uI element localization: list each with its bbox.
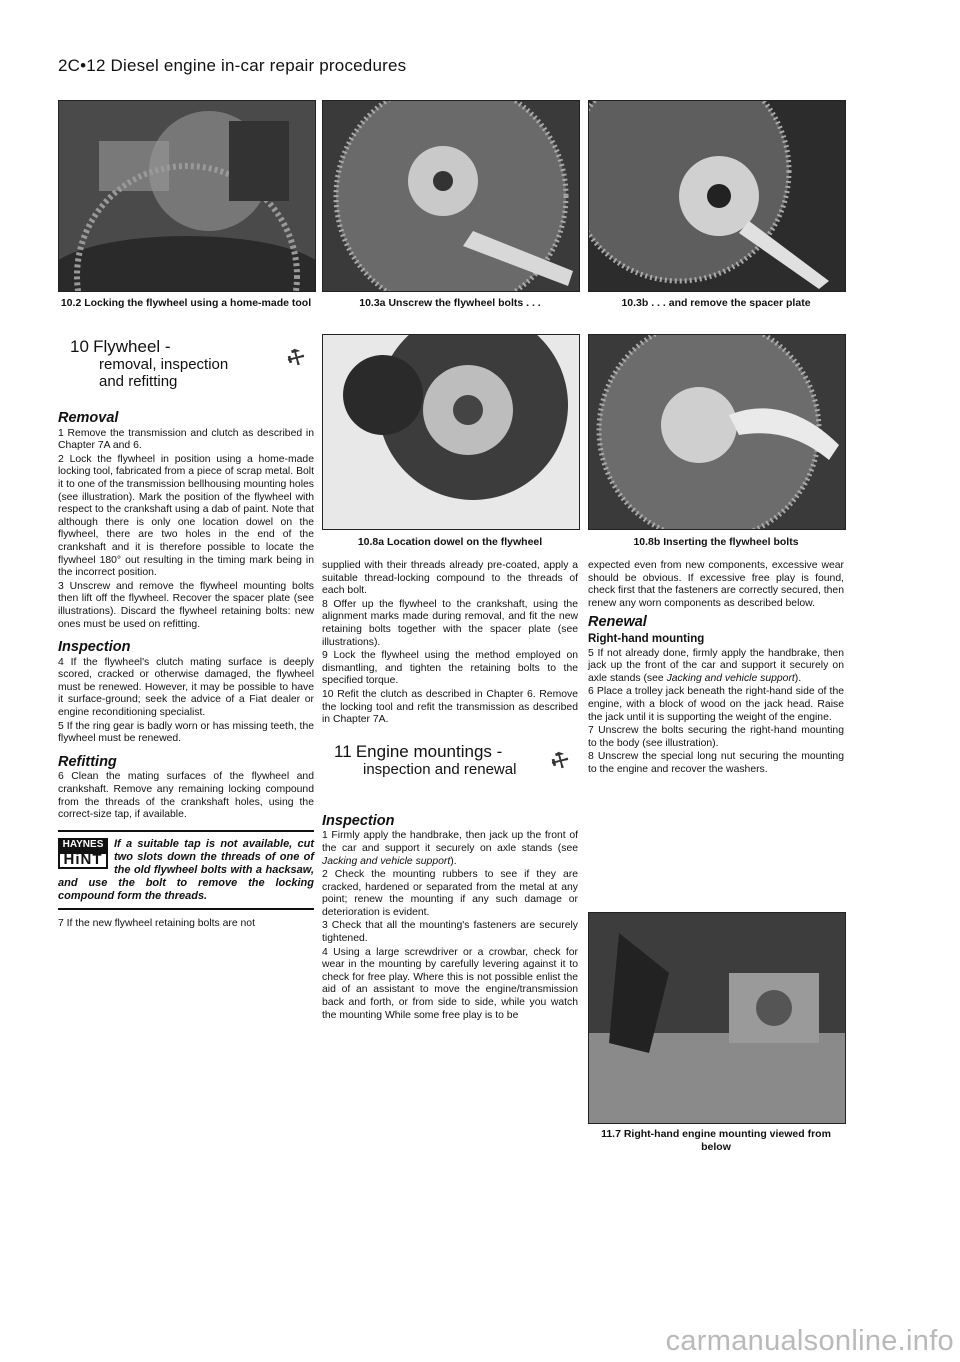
section-10-subtitle-2: and refitting [99, 373, 178, 390]
caption-10-3b: 10.3b . . . and remove the spacer plate [621, 297, 811, 309]
paragraph-11-3: 3 Check that all the mounting's fasteners are securely tightened. [322, 920, 578, 945]
column-2 [322, 560, 578, 1023]
paragraph-11-6: 6 Place a trolley jack beneath the right-hand side of the engine, with a block of wood on the jack head. Raise the jack until it is supporting the weight of the engine. [588, 686, 844, 723]
paragraph-11-5: 5 If not already done, firmly apply the handbrake, then jack up the front of the car and support it securely on axle stands (see Jacking and vehicle support). [588, 647, 844, 684]
caption-11-7: 11.7 Right-hand engine mounting viewed from below [601, 1128, 831, 1153]
paragraph-10-8: 8 Offer up the flywheel to the crankshaft, using the alignment marks made during removal, and fit the new retaining bolts together with the spacer plate (see illustrations). [322, 598, 578, 648]
paragraph-11-8: 8 Unscrew the special long nut securing the mounting to the engine and recover the washers. [588, 751, 844, 775]
spacer-plate-photo [589, 101, 845, 291]
photo-11-7 [588, 912, 846, 1124]
photo-10-3a [322, 100, 580, 292]
engine-mounting-photo [589, 913, 845, 1123]
paragraph-10-6: 6 Clean the mating surfaces of the flywheel and crankshaft. Remove any remaining locking compound from the threads of the crankshaft holes, using the correct-size tap, if available. [58, 771, 314, 821]
section-11-title-text: Engine mountings - [355, 741, 503, 761]
paragraph-10-9: 9 Lock the flywheel using the method employed on dismantling, and tighten the retaining bolts to the specified torque. [322, 650, 578, 687]
difficulty-wrench-icon: ⚒ [282, 344, 311, 372]
paragraph-11-4: 4 Using a large screwdriver or a crowbar, check for wear in the mounting by carefully levering against it to check for free play. Where this is not possible enlist the aid of an assistant to move the engine/transmission back and forth, or from side to side, while you watch the mounting While some free play is to be [322, 946, 578, 1021]
photo-10-8b [588, 334, 846, 530]
page-header: 2C•12 Diesel engine in-car repair procedures [58, 56, 407, 75]
paragraph-11-2: 2 Check the mounting rubbers to see if they are cracked, hardened or separated from the metal at any point; renew the mounting if any such damage or deterioration is evident. [322, 869, 578, 918]
column-3 [588, 560, 844, 778]
photo-10-8a [322, 334, 580, 530]
inspection-11-heading: Inspection [322, 812, 395, 829]
caption-10-8a: 10.8a Location dowel on the flywheel [357, 536, 543, 548]
section-10-number: 10 [70, 337, 89, 356]
photo-10-3b [588, 100, 846, 292]
hint-text: If a suitable tap is not available, cut two slots down the threads of one of the old flywheel bolts with a hacksaw, and use the bolt to remove the locking compound form the threads. [58, 837, 314, 902]
caption-10-3a: 10.3a Unscrew the flywheel bolts . . . [359, 297, 541, 309]
haynes-hint-logo: HAYNES HiNT [58, 838, 108, 869]
photo-10-2 [58, 100, 316, 292]
renewal-heading: Renewal [588, 614, 647, 631]
section-11-number: 11 [334, 741, 352, 761]
section-10-title [58, 338, 314, 402]
caption-10-2: 10.2 Locking the flywheel using a home-made tool [60, 297, 312, 309]
paragraph-10-10: 10 Refit the clutch as described in Chapter 6. Remove the locking tool and refit the transmission as described in Chapter 7A. [322, 688, 578, 726]
paragraph-10-3: 3 Unscrew and remove the flywheel mounting bolts then lift off the flywheel. Recover the spacer plate (see illustrations). Discard the flywheel retaining bolts: new ones must be used on refitting. [58, 580, 314, 630]
paragraph-11-4-cont: expected even from new components, excessive wear should be obvious. If excessive free play is found, check first that the fasteners are correctly secured, then renew any worn components as described below. [588, 560, 844, 609]
removal-heading: Removal [58, 410, 119, 426]
inspection-heading: Inspection [58, 639, 131, 656]
paragraph-10-5: 5 If the ring gear is badly worn or has missing teeth, the flywheel must be renewed. [58, 720, 314, 745]
column-1 [58, 338, 314, 931]
paragraph-11-7: 7 Unscrew the bolts securing the right-hand mounting to the body (see illustration). [588, 725, 844, 749]
paragraph-11-1: 1 Firmly apply the handbrake, then jack up the front of the car and support it securely on axle stands (see Jacking and vehicle support). [322, 830, 578, 867]
paragraph-10-4: 4 If the flywheel's clutch mating surface is deeply scored, cracked or otherwise damaged, the flywheel must be renewed. However, it may be possible to have it surface-ground; seek the advice of a Fiat dealer or engine reconditioning specialist. [58, 656, 314, 719]
location-dowel-photo [323, 335, 579, 529]
flywheel-bolts-photo [323, 101, 579, 291]
paragraph-10-7: 7 If the new flywheel retaining bolts are not [58, 917, 255, 929]
section-11-title [322, 743, 578, 797]
paragraph-10-1: 1 Remove the transmission and clutch as described in Chapter 7A and 6. [58, 427, 314, 452]
flywheel-locking-photo [59, 101, 315, 291]
haynes-hint-box [58, 830, 314, 910]
paragraph-10-7-cont: supplied with their threads already pre-coated, apply a suitable thread-locking compound to the threads of each bolt. [322, 560, 578, 597]
right-hand-mounting-heading: Right-hand mounting [588, 632, 705, 645]
paragraph-10-2: 2 Lock the flywheel in position using a home-made locking tool, fabricated from a piece of scrap metal. Bolt it to one of the transmission bellhousing mounting holes (see illustration). Mark the position of the flywheel with respect to the crankshaft using a dab of paint. Note that although there is only one location dowel on the flywheel, there are two holes in the end of the crankshaft and it is therefore possible to locate the flywheel 180° out resulting in the timing mark being in the incorrect position. [58, 453, 314, 579]
difficulty-wrench-icon: ⚒ [546, 747, 575, 775]
refitting-heading: Refitting [58, 753, 117, 770]
section-10-title-text: Flywheel - [93, 337, 171, 356]
section-11-subtitle: inspection and renewal [363, 760, 517, 778]
watermark: carmanualsonline.info [665, 1325, 954, 1357]
caption-10-8b: 10.8b Inserting the flywheel bolts [633, 536, 799, 548]
section-10-subtitle-1: removal, inspection [99, 356, 229, 373]
inserting-bolts-photo [589, 335, 845, 529]
